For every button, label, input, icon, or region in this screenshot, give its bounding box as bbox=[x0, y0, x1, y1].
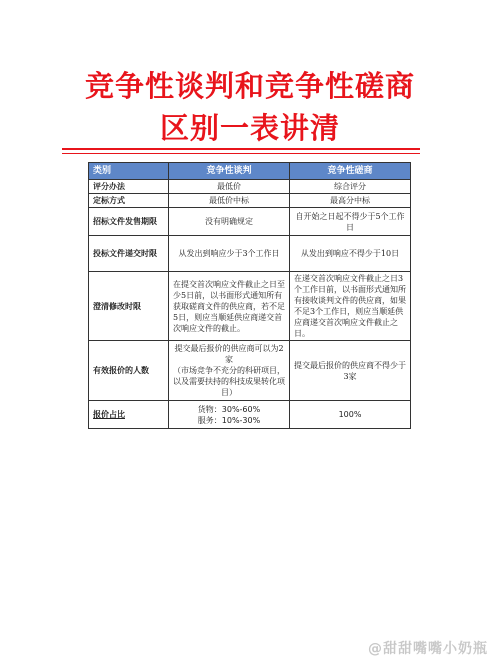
row-label: 招标文件发售期限 bbox=[89, 208, 169, 236]
cell-negotiation: 最低价中标 bbox=[169, 194, 290, 208]
row-label: 有效报价的人数 bbox=[89, 341, 169, 401]
cell-negotiation bbox=[169, 401, 290, 429]
cell-negotiation-services: 服务：10%-30% bbox=[197, 415, 261, 425]
row-label-text: 报价占比 bbox=[93, 409, 125, 419]
table-row bbox=[89, 208, 411, 236]
cell-negotiation-main: 提交最后报价的供应商可以为2家 bbox=[174, 344, 284, 364]
row-label: 澄清修改时限 bbox=[89, 272, 169, 341]
page-title-line2: 区别一表讲清 bbox=[159, 111, 340, 145]
cell-negotiation: 没有明确规定 bbox=[169, 208, 290, 236]
cell-consultation: 自开始之日起不得少于5个工作日 bbox=[290, 208, 411, 236]
cell-consultation: 从发出到响应不得少于10日 bbox=[290, 236, 411, 272]
row-label: 投标文件递交时限 bbox=[89, 236, 169, 272]
header-negotiation: 竞争性谈判 bbox=[169, 163, 290, 180]
title-divider bbox=[62, 148, 420, 150]
cell-negotiation-goods: 货物：30%-60% bbox=[197, 404, 261, 414]
cell-negotiation: 从发出到响应少于3个工作日 bbox=[169, 236, 290, 272]
cell-consultation: 100% bbox=[290, 401, 411, 429]
cell-consultation: 提交最后报价的供应商不得少于3家 bbox=[290, 341, 411, 401]
table-row bbox=[89, 341, 411, 401]
table-row bbox=[89, 272, 411, 341]
cell-negotiation: 最低价 bbox=[169, 180, 290, 194]
row-label: 评分办法 bbox=[89, 180, 169, 194]
cell-negotiation-note: （市场竞争不充分的科研项目，以及需要扶持的科技成果转化项目） bbox=[173, 366, 285, 397]
table-row bbox=[89, 194, 411, 208]
comparison-table bbox=[88, 162, 411, 429]
cell-consultation: 综合评分 bbox=[290, 180, 411, 194]
table-header-row bbox=[89, 163, 411, 180]
table-row bbox=[89, 180, 411, 194]
watermark: @甜甜嘴嘴小奶瓶 bbox=[368, 641, 488, 657]
cell-consultation: 在递交首次响应文件截止之日3个工作日前，以书面形式通知所有接收谈判文件的供应商，如果不足3个工作日，则应当顺延供应商递交首次响应文件截止之日。 bbox=[290, 272, 411, 341]
table-row bbox=[89, 401, 411, 429]
header-category: 类别 bbox=[89, 163, 169, 180]
header-consultation: 竞争性磋商 bbox=[290, 163, 411, 180]
row-label bbox=[89, 401, 169, 429]
cell-negotiation: 在提交首次响应文件截止之日至少5日前，以书面形式通知所有获取磋商文件的供应商，若不足5日，则应当顺延供应商递交首次响应文件的截止。 bbox=[169, 272, 290, 341]
row-label: 定标方式 bbox=[89, 194, 169, 208]
cell-negotiation bbox=[169, 341, 290, 401]
page-title-line1: 竞争性谈判和竞争性磋商 bbox=[84, 69, 415, 103]
title-divider-thin bbox=[62, 153, 420, 154]
table-row bbox=[89, 236, 411, 272]
cell-consultation: 最高分中标 bbox=[290, 194, 411, 208]
